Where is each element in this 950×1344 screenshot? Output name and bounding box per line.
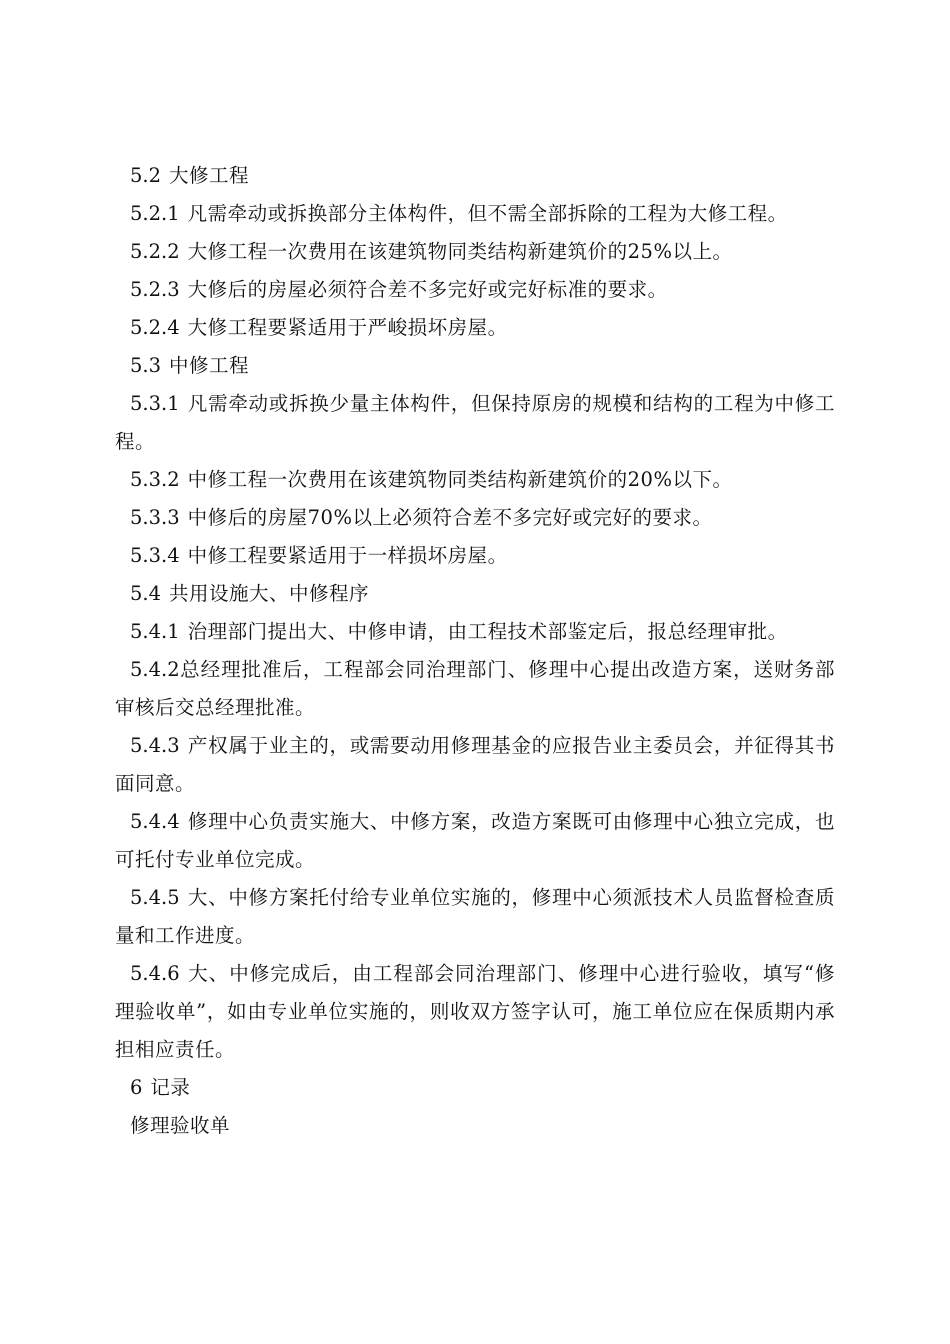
paragraph-text: 中修后的房屋70%以上必须符合差不多完好或完好的要求。 <box>187 506 713 529</box>
paragraph-5-3-3 <box>115 499 835 537</box>
paragraph-5-3-4 <box>115 537 835 575</box>
paragraph-text: 大修工程 <box>169 164 250 187</box>
paragraph-text: 产权属于业主的，或需要动用修理基金的应报告业主委员会，并征得其书面同意。 <box>115 734 835 795</box>
section-heading-5-3 <box>115 347 835 385</box>
paragraph-5-3-1 <box>115 385 835 461</box>
paragraph-text: 大修工程要紧适用于严峻损坏房屋。 <box>187 316 508 339</box>
paragraph-text: 共用设施大、中修程序 <box>169 582 370 605</box>
paragraph-5-4-1 <box>115 613 835 651</box>
paragraph-text: 大修工程一次费用在该建筑物同类结构新建筑价的25%以上。 <box>187 240 733 263</box>
paragraph-text: 凡需牵动或拆换部分主体构件，但不需全部拆除的工程为大修工程。 <box>187 202 788 225</box>
paragraph-text: 大、中修方案托付给专业单位实施的，修理中心须派技术人员监督检查质量和工作进度。 <box>115 886 835 947</box>
paragraph-5-2-1 <box>115 195 835 233</box>
paragraph-number: 5.3.1 <box>130 392 180 415</box>
paragraph-number: 5.4.6 <box>130 962 180 985</box>
paragraph-5-4-6 <box>115 955 835 1069</box>
paragraph-5-2-4 <box>115 309 835 347</box>
paragraph-number: 5.4.4 <box>130 810 180 833</box>
paragraph-number: 5.2.4 <box>130 316 180 339</box>
paragraph-number: 5.2.2 <box>130 240 180 263</box>
paragraph-text: 记录 <box>150 1076 191 1099</box>
paragraph-text: 修理验收单 <box>130 1114 231 1137</box>
paragraph-number: 5.4.1 <box>130 620 180 643</box>
paragraph-text: 治理部门提出大、中修申请，由工程技术部鉴定后，报总经理审批。 <box>187 620 788 643</box>
paragraph-text: 凡需牵动或拆换少量主体构件，但保持原房的规模和结构的工程为中修工程。 <box>115 392 835 453</box>
paragraph-number: 5.4 <box>130 582 162 605</box>
section-heading-5-2 <box>115 157 835 195</box>
document-body <box>115 157 835 1145</box>
paragraph-5-4-4 <box>115 803 835 879</box>
paragraph-text: 总经理批准后，工程部会同治理部门、修理中心提出改造方案，送财务部审核后交总经理批准。 <box>115 658 835 719</box>
paragraph-5-2-3 <box>115 271 835 309</box>
paragraph-number: 5.3.2 <box>130 468 180 491</box>
section-heading-5-4 <box>115 575 835 613</box>
paragraph-number: 5.2.1 <box>130 202 180 225</box>
paragraph-5-4-5 <box>115 879 835 955</box>
paragraph-number: 6 <box>130 1076 143 1099</box>
paragraph-number: 5.2.3 <box>130 278 180 301</box>
paragraph-text: 中修工程要紧适用于一样损坏房屋。 <box>187 544 508 567</box>
paragraph-5-3-2 <box>115 461 835 499</box>
paragraph-5-2-2 <box>115 233 835 271</box>
paragraph-number: 5.3.3 <box>130 506 180 529</box>
paragraph-5-4-3 <box>115 727 835 803</box>
paragraph-number: 5.4.3 <box>130 734 180 757</box>
paragraph-text: 大、中修完成后，由工程部会同治理部门、修理中心进行验收，填写“修理验收单”，如由专业单位实施的，则收双方签字认可，施工单位应在保质期内承担相应责任。 <box>115 962 835 1061</box>
section-heading-6 <box>115 1069 835 1107</box>
paragraph-text: 修理中心负责实施大、中修方案，改造方案既可由修理中心独立完成，也可托付专业单位完成。 <box>115 810 835 871</box>
paragraph-text: 大修后的房屋必须符合差不多完好或完好标准的要求。 <box>187 278 668 301</box>
paragraph-5-4-2 <box>115 651 835 727</box>
paragraph-number: 5.4.5 <box>130 886 180 909</box>
paragraph-number: 5.3.4 <box>130 544 180 567</box>
paragraph-number: 5.4.2 <box>130 658 180 681</box>
paragraph-text: 中修工程一次费用在该建筑物同类结构新建筑价的20%以下。 <box>187 468 733 491</box>
paragraph-number: 5.3 <box>130 354 162 377</box>
paragraph-text: 中修工程 <box>169 354 250 377</box>
paragraph-number: 5.2 <box>130 164 162 187</box>
record-item <box>115 1107 835 1145</box>
